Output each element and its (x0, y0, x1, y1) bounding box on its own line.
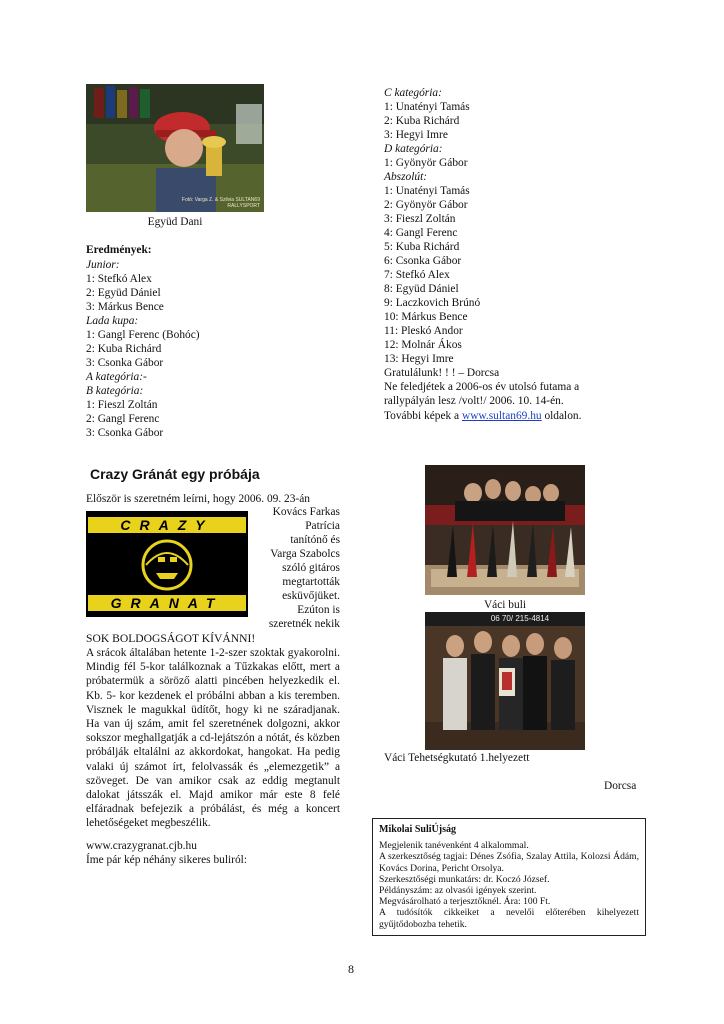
result-line: 1: Stefkó Alex (86, 273, 152, 285)
imprint-line: A tudósítók cikkeiket a nevelői előterében kihelyezett gyűjtődobozba tehetik. (379, 907, 639, 930)
sultan-link[interactable]: www.sultan69.hu (461, 410, 542, 422)
imprint-line: Szerkesztőségi munkatárs: dr. Koczó József. (379, 873, 550, 885)
more-photos-line (384, 409, 581, 423)
result-line: 2: Kuba Richárd (384, 115, 460, 127)
result-line: 1: Fieszl Zoltán (86, 399, 158, 411)
more-photos-prefix: További képek a (384, 410, 462, 422)
band-award-photo (425, 612, 585, 750)
result-line: 2: Kuba Richárd (86, 343, 162, 355)
article-title: Crazy Gránát egy próbája (90, 466, 260, 482)
result-line: A kategória:- (86, 371, 147, 383)
result-line: 1: Gangl Ferenc (Bohóc) (86, 329, 200, 341)
result-line: 3: Hegyi Imre (384, 129, 448, 141)
float-text-line: Varga Szabolcs (270, 548, 340, 560)
photo-credit: Fotó: Varga Z. & Szilvia SULTAN69 RALLYSPORT (181, 197, 260, 209)
float-text-line: Patrícia (305, 520, 340, 532)
result-line: Abszolút: (384, 171, 428, 183)
article-float-text (250, 505, 340, 631)
result-line: 3: Márkus Bence (86, 301, 164, 313)
result-line: 8: Együd Dániel (384, 283, 459, 295)
imprint-line: Megvásárolható a terjesztőknél. Ára: 100 Ft. (379, 896, 551, 908)
photo-caption: Együd Dani (147, 216, 203, 228)
logo-word-bottom: GRANAT (110, 595, 224, 611)
float-text-line: szóló gitáros (282, 562, 340, 574)
results-list-left (86, 258, 200, 440)
result-line: C kategória: (384, 87, 442, 99)
article-intro: Először is szeretném leírni, hogy 2006. 09. 23-án (86, 493, 310, 505)
result-line: 3: Csonka Gábor (86, 427, 164, 439)
result-line: 2: Gyönyör Gábor (384, 199, 468, 211)
result-line: D kategória: (384, 143, 443, 155)
result-line: Junior: (86, 259, 120, 271)
more-photos-suffix: oldalon. (541, 410, 582, 422)
page-number: 8 (348, 962, 354, 976)
result-line: 13: Hegyi Imre (384, 353, 454, 365)
float-text-line: Kovács Farkas (272, 506, 340, 518)
imprint-line: A szerkesztőség tagjai: Dénes Zsófia, Szalay Attila, Kolozsi Ádám, Kovács Dorina, Pericht Orsolya. (379, 851, 639, 874)
banner-phone: 06 70/ 215-4814 (490, 614, 550, 623)
result-line: 12: Molnár Ákos (384, 339, 462, 351)
imprint-lines (379, 840, 639, 930)
float-text-line: Ezúton is (297, 604, 340, 616)
result-line: 11: Pleskó Andor (384, 325, 463, 337)
result-line: 1: Unatényi Tamás (384, 185, 470, 197)
crazy-granat-logo (86, 511, 248, 617)
vaci-buli-caption: Váci buli (483, 599, 527, 611)
result-line: rallypályán lesz /volt!/ 2006. 10. 14-én. (384, 395, 564, 407)
result-line: Gratulálunk! ! ! – Dorcsa (384, 367, 500, 379)
result-line: 3: Fieszl Zoltán (384, 213, 456, 225)
result-line: 6: Csonka Gábor (384, 255, 462, 267)
article-wish: SOK BOLDOGSÁGOT KÍVÁNNI! (86, 632, 256, 645)
imprint-title: Mikolai SuliÚjság (379, 824, 456, 835)
result-line: 9: Laczkovich Brúnó (384, 297, 481, 309)
imprint-line: Megjelenik tanévenként 4 alkalommal. (379, 840, 529, 852)
result-line: 2: Gangl Ferenc (86, 413, 160, 425)
result-line: 1: Unatényi Tamás (384, 101, 470, 113)
imprint-line: Példányszám: az olvasói igények szerint. (379, 885, 537, 897)
article-closing: Íme pár kép néhány sikeres buliról: (86, 854, 247, 866)
result-line: 5: Kuba Richárd (384, 241, 460, 253)
result-line: 1: Gyönyör Gábor (384, 157, 468, 169)
logo-word-top: CRAZY (120, 517, 214, 533)
result-line: 2: Együd Dániel (86, 287, 161, 299)
results-list-right (384, 86, 579, 408)
float-text-line: szeretnék nekik (268, 618, 340, 630)
results-heading: Eredmények: (86, 244, 152, 256)
result-line: Lada kupa: (86, 315, 139, 327)
float-text-line: esküvőjüket. (282, 590, 340, 602)
article-url[interactable]: www.crazygranat.cjb.hu (86, 840, 197, 852)
result-line: Ne feledjétek a 2006-os év utolsó futama a (384, 381, 580, 393)
kid-trophy-photo (86, 84, 264, 212)
tehetsegkutato-caption: Váci Tehetségkutató 1.helyezett (384, 752, 530, 764)
result-line: B kategória: (86, 385, 144, 397)
result-line: 3: Csonka Gábor (86, 357, 164, 369)
photos-author: Dorcsa (604, 780, 637, 792)
imprint-box (372, 818, 646, 936)
result-line: 10: Márkus Bence (384, 311, 468, 323)
band-guitars-photo (425, 465, 585, 595)
result-line: 7: Stefkó Alex (384, 269, 450, 281)
result-line: 4: Gangl Ferenc (384, 227, 458, 239)
float-text-line: megtartották (282, 576, 340, 588)
float-text-line: tanítónő és (290, 534, 340, 546)
article-body: A srácok általában hetente 1-2-szer szoktak gyakorolni. Mindig fél 5-kor találkoznak a Tűzkakas előtt, mert a próbatermük a söröző alatti pincében helyezkedik el. Kb. 5- kor kezdenek el próbálni abban a kis teremben. Visznek le magukkal üdítőt, hogy ki ne száradjanak. Ha van új szám, amit fel szeretnének dolgozni, akkor sokszor meghallgatják a cd-lejátszón a nótát, és közben próbálják eltalálni az akkordokat, hangokat. Ha pedig valaki új számot írt, felolvassák és „elemezgetik” a szöveget. De van amikor csak az eddig megtanult dalokat játsszák el. Majd amikor már este 8 felé elfáradnak befejezik a próbálást, és még a koncert lehetőségeket megbeszélik. (86, 647, 340, 830)
